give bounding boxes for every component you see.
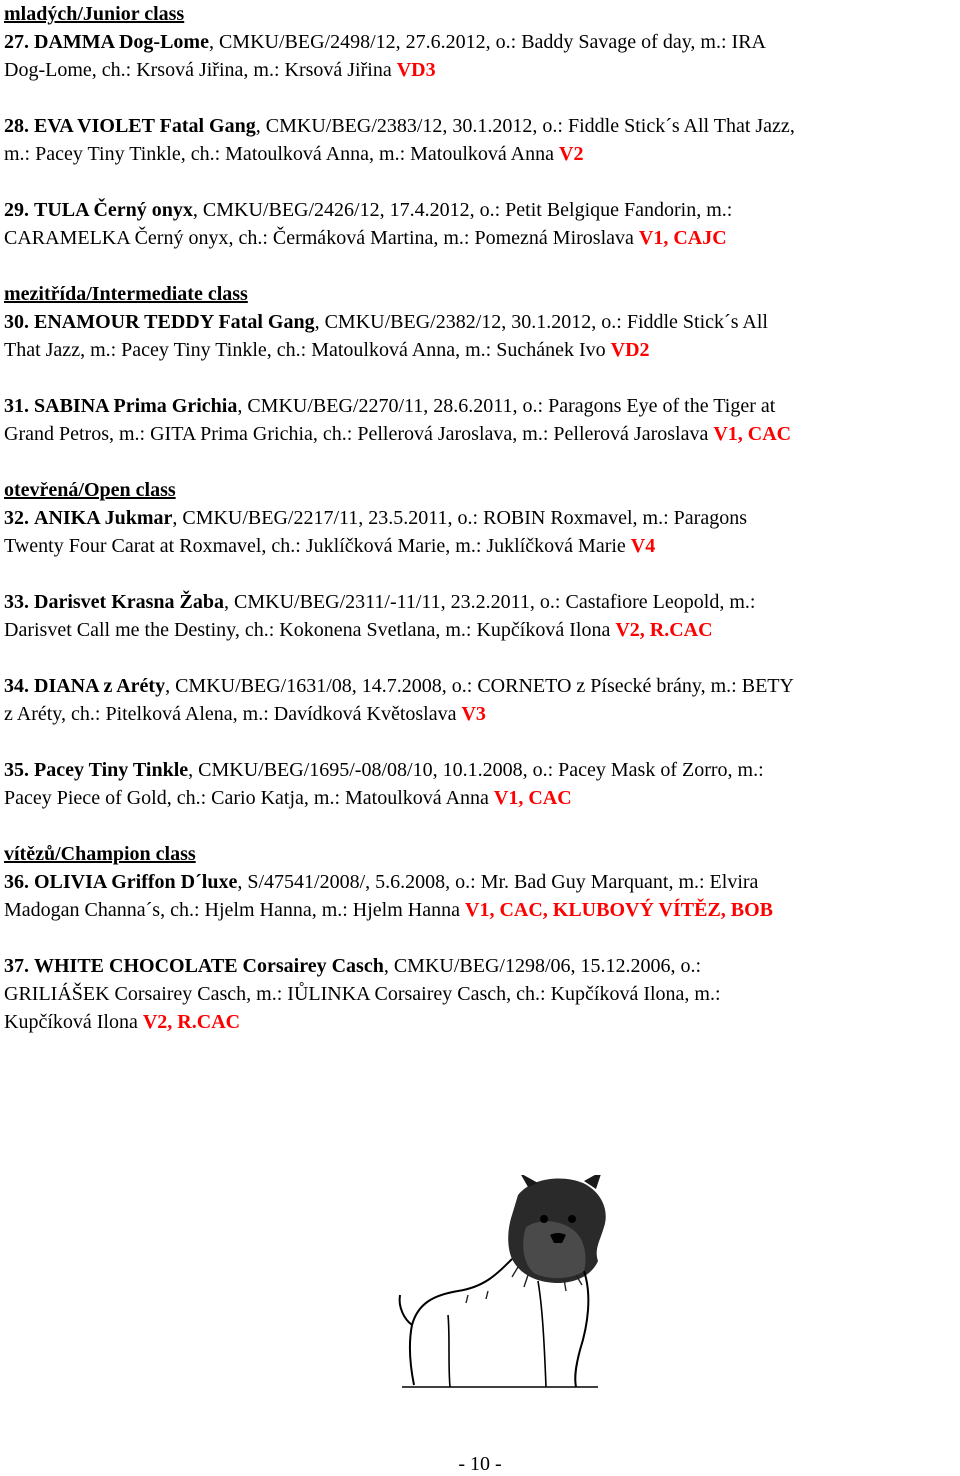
page-number: - 10 - <box>458 1453 502 1475</box>
entry-details: Pacey Piece of Gold, ch.: Cario Katja, m.: Matoulková Anna <box>4 787 494 809</box>
dog-name: DIANA z Aréty <box>34 675 166 697</box>
dog-name: ENAMOUR TEDDY Fatal Gang <box>34 311 315 333</box>
entry-details: m.: Pacey Tiny Tinkle, ch.: Matoulková Anna, m.: Matoulková Anna <box>4 143 559 165</box>
dog-name: OLIVIA Griffon D´luxe <box>34 871 238 893</box>
dog-name: SABINA Prima Grichia <box>34 395 238 417</box>
award: V1, CAC <box>713 423 792 445</box>
entry-details: Madogan Channa´s, ch.: Hjelm Hanna, m.: Hjelm Hanna <box>4 899 465 921</box>
entry-details: , CMKU/BEG/2217/11, 23.5.2011, o.: ROBIN Roxmavel, m.: Paragons <box>172 507 747 529</box>
entry-33 <box>4 588 956 644</box>
award: V3 <box>461 703 486 725</box>
entry-34 <box>4 672 956 728</box>
award: V2 <box>559 143 584 165</box>
entry-details: , CMKU/BEG/1631/08, 14.7.2008, o.: CORNETO z Písecké brány, m.: BETY <box>165 675 794 697</box>
entry-number: 37. <box>4 955 29 977</box>
class-heading: otevřená/Open class <box>4 479 176 501</box>
dog-name: TULA Černý onyx <box>34 199 193 221</box>
entry-number: 27. <box>4 31 29 53</box>
class-heading: mezitřída/Intermediate class <box>4 283 248 305</box>
entry-35 <box>4 756 956 812</box>
entry-32 <box>4 504 956 560</box>
entry-number: 36. <box>4 871 29 893</box>
entry-29 <box>4 196 956 252</box>
dog-illustration <box>388 1175 612 1390</box>
entry-number: 29. <box>4 199 29 221</box>
entry-number: 28. <box>4 115 29 137</box>
entry-27 <box>4 28 956 84</box>
entry-details: , CMKU/BEG/1695/-08/08/10, 10.1.2008, o.: Pacey Mask of Zorro, m.: <box>188 759 764 781</box>
entry-30 <box>4 308 956 364</box>
award: V4 <box>630 535 656 557</box>
entry-details: , CMKU/BEG/2498/12, 27.6.2012, o.: Baddy Savage of day, m.: IRA <box>208 31 766 53</box>
dog-name: ANIKA Jukmar <box>34 507 173 529</box>
class-heading: mladých/Junior class <box>4 3 185 25</box>
entry-number: 33. <box>4 591 29 613</box>
entry-details: GRILIÁŠEK Corsairey Casch, m.: IŮLINKA Corsairey Casch, ch.: Kupčíková Ilona, m.: <box>4 983 721 1005</box>
entry-details: Dog-Lome, ch.: Krsová Jiřina, m.: Krsová Jiřina <box>4 59 397 81</box>
award: V2, R.CAC <box>615 619 713 641</box>
entry-details: Twenty Four Carat at Roxmavel, ch.: Juklíčková Marie, m.: Juklíčková Marie <box>4 535 631 557</box>
dog-name: EVA VIOLET Fatal Gang <box>34 115 256 137</box>
class-heading: vítězů/Champion class <box>4 843 196 865</box>
dog-name: Pacey Tiny Tinkle <box>34 759 189 781</box>
award: V2, R.CAC <box>142 1011 241 1033</box>
dog-name: Darisvet Krasna Žaba <box>34 591 224 613</box>
award: VD2 <box>610 339 650 361</box>
entry-details: , CMKU/BEG/2270/11, 28.6.2011, o.: Paragons Eye of the Tiger at <box>237 395 776 417</box>
award: VD3 <box>396 59 436 81</box>
entry-28 <box>4 112 956 168</box>
entry-number: 35. <box>4 759 29 781</box>
entry-details: , CMKU/BEG/2311/-11/11, 23.2.2011, o.: Castafiore Leopold, m.: <box>224 591 756 613</box>
entry-details: , CMKU/BEG/2426/12, 17.4.2012, o.: Petit Belgique Fandorin, m.: <box>192 199 733 221</box>
entry-details: Grand Petros, m.: GITA Prima Grichia, ch.: Pellerová Jaroslava, m.: Pellerová Jaroslava <box>4 423 714 445</box>
entry-number: 30. <box>4 311 29 333</box>
entry-details: CARAMELKA Černý onyx, ch.: Čermáková Martina, m.: Pomezná Miroslava <box>4 227 639 249</box>
entry-details: Darisvet Call me the Destiny, ch.: Kokonena Svetlana, m.: Kupčíková Ilona <box>4 619 616 641</box>
entry-details: Kupčíková Ilona <box>4 1011 143 1033</box>
entry-number: 31. <box>4 395 29 417</box>
entry-details: , CMKU/BEG/2383/12, 30.1.2012, o.: Fiddle Stick´s All That Jazz, <box>255 115 795 137</box>
results-page <box>4 0 956 1036</box>
entry-number: 32. <box>4 507 29 529</box>
entry-36 <box>4 868 956 924</box>
entry-details: z Aréty, ch.: Pitelková Alena, m.: Davídková Květoslava <box>4 703 462 725</box>
entry-details: That Jazz, m.: Pacey Tiny Tinkle, ch.: Matoulková Anna, m.: Suchánek Ivo <box>4 339 611 361</box>
award: V1, CAC <box>493 787 572 809</box>
award: V1, CAC, KLUBOVÝ VÍTĚZ, BOB <box>465 899 774 921</box>
entry-37 <box>4 952 956 1036</box>
entry-31 <box>4 392 956 448</box>
entry-details: , S/47541/2008/, 5.6.2008, o.: Mr. Bad Guy Marquant, m.: Elvira <box>237 871 759 893</box>
entry-details: , CMKU/BEG/2382/12, 30.1.2012, o.: Fiddle Stick´s All <box>314 311 768 333</box>
entry-details: , CMKU/BEG/1298/06, 15.12.2006, o.: <box>383 955 702 977</box>
entry-number: 34. <box>4 675 29 697</box>
dog-name: WHITE CHOCOLATE Corsairey Casch <box>34 955 384 977</box>
award: V1, CAJC <box>638 227 727 249</box>
dog-name: DAMMA Dog-Lome <box>34 31 209 53</box>
